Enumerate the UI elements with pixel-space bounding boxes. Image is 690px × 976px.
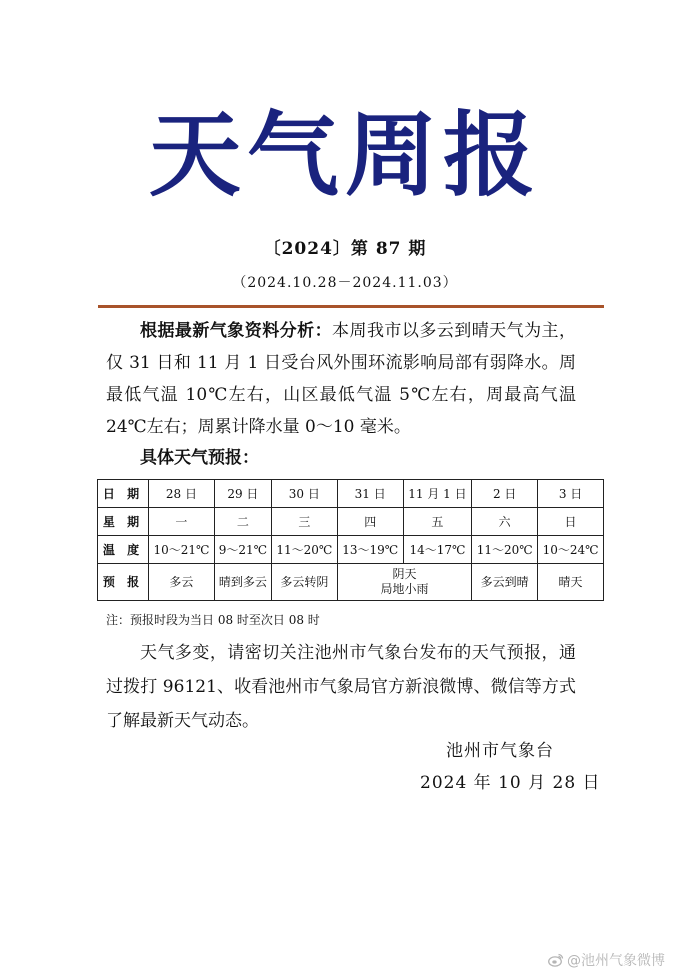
cell-weekday: 日 — [538, 508, 604, 536]
row-label-weekday: 星 期 — [98, 508, 149, 536]
cell-forecast: 晴到多云 — [214, 564, 271, 601]
row-label-date: 日 期 — [98, 480, 149, 508]
forecast-heading: 具体天气预报： — [140, 448, 259, 468]
cell-weekday: 二 — [214, 508, 271, 536]
forecast-note: 注：预报时段为当日 08 时至次日 08 时 — [106, 613, 320, 627]
signature-org: 池州市气象台 — [446, 741, 554, 761]
cell-temperature: 13～19℃ — [337, 536, 403, 564]
cell-weekday: 六 — [472, 508, 538, 536]
issue-number: 〔2024〕第 87 期 — [263, 239, 427, 259]
cell-weekday: 五 — [403, 508, 472, 536]
weibo-watermark — [548, 950, 665, 970]
header-divider — [98, 305, 604, 308]
advice-paragraph: 天气多变，请密切关注池州市气象台发布的天气预报，通过拨打 96121、收看池州市气象局官方新浪微博、微信等方式了解最新天气动态。 — [106, 643, 576, 731]
cell-weekday: 四 — [337, 508, 403, 536]
cell-forecast: 晴天 — [538, 564, 604, 601]
cell-temperature: 11～20℃ — [472, 536, 538, 564]
cell-forecast-merged — [337, 564, 471, 601]
cell-temperature: 9～21℃ — [214, 536, 271, 564]
table-row-weekday — [98, 508, 604, 536]
weibo-icon — [548, 953, 564, 967]
summary-paragraph — [106, 315, 576, 443]
watermark-text: @池州气象微博 — [567, 953, 665, 969]
cell-date: 30 日 — [271, 480, 337, 508]
cell-forecast: 多云转阴 — [271, 564, 337, 601]
cell-temperature: 11～20℃ — [271, 536, 337, 564]
forecast-merged-line2: 局地小雨 — [380, 582, 429, 596]
cell-temperature: 14～17℃ — [403, 536, 472, 564]
cell-date: 3 日 — [538, 480, 604, 508]
date-range: （2024.10.28－2024.11.03） — [232, 275, 458, 291]
forecast-table — [97, 479, 604, 601]
cell-weekday: 一 — [149, 508, 215, 536]
cell-temperature: 10～24℃ — [538, 536, 604, 564]
cell-forecast: 多云 — [149, 564, 215, 601]
table-row-temperature — [98, 536, 604, 564]
summary-lead: 根据最新气象资料分析： — [140, 321, 333, 341]
report-title: 天气周报 — [148, 101, 541, 209]
table-row-date — [98, 480, 604, 508]
row-label-forecast: 预 报 — [98, 564, 149, 601]
signature-date: 2024 年 10 月 28 日 — [420, 773, 601, 793]
cell-date: 2 日 — [472, 480, 538, 508]
cell-weekday: 三 — [271, 508, 337, 536]
cell-temperature: 10～21℃ — [149, 536, 215, 564]
forecast-merged-line1: 阴天 — [392, 567, 417, 581]
row-label-temperature: 温 度 — [98, 536, 149, 564]
summary-text: 本周我市以多云到晴天气为主，仅 31 日和 11 月 1 日受台风外围环流影响局部有弱降水。周最低气温 10℃左右，山区最低气温 5℃左右，周最高气温 24℃左右；周累计降水量 0～10 毫米。 — [106, 321, 577, 437]
cell-date: 31 日 — [337, 480, 403, 508]
cell-date: 11 月 1 日 — [403, 480, 472, 508]
table-row-forecast — [98, 564, 604, 601]
cell-date: 28 日 — [149, 480, 215, 508]
cell-forecast: 多云到晴 — [472, 564, 538, 601]
cell-date: 29 日 — [214, 480, 271, 508]
